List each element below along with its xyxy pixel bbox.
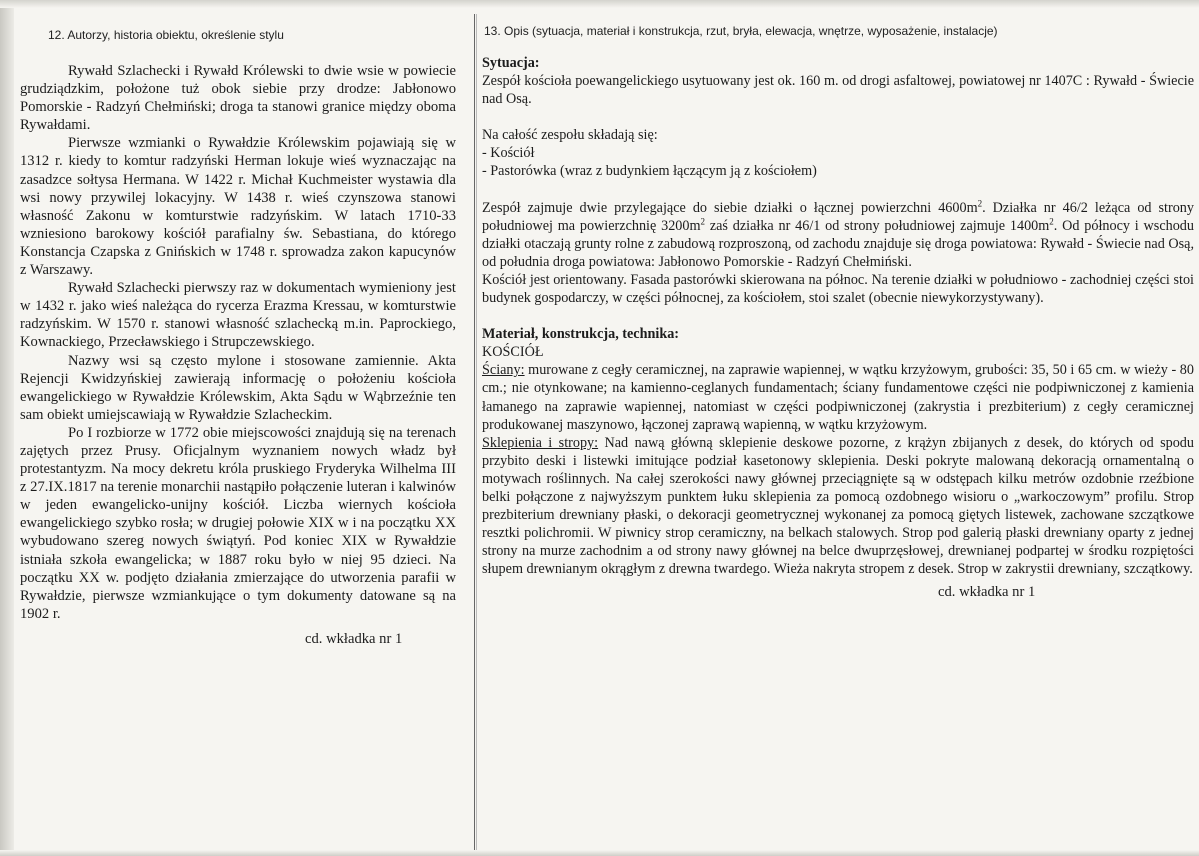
walls-text: murowane z cegły ceramicznej, na zaprawie wapiennej, w wątku krzyżowym, grubości: 35, 50 i 65 cm. w wieży - 80 cm.; nie otynkowane; na kamienno-ceglanych fundamentach; ściany fundamentowe części nie podpiwniczonej z kamienia łamanego na zaprawie wapiennej, natomiast w części podpiwniczonej (zakrystia i prezbiterium) z cegły ceramicznej produkowanej maszynowo, łączonej zaprawą wapienną, w wątku krzyżowym.	[482, 362, 1194, 433]
history-paragraph-1: Rywałd Szlachecki i Rywałd Królewski to dwie wsie w powiecie grudziądzkim, położone tuż obok siebie przy drodze: Jabłonowo Pomorskie - Radzyń Chełmiński; droga ta stanowi granice między oboma Rywałdami.	[20, 63, 456, 134]
plots-text-2: . Działka nr 46/2 leżąca od strony południowej ma powierzchnię 3200m	[482, 199, 1194, 234]
church-title: KOŚCIÓŁ	[482, 344, 544, 361]
history-paragraph-2: Pierwsze wzmianki o Rywałdzie Królewskim pojawiają się w 1312 r. kiedy to komtur radzyński Herman lokuje wieś wyznaczając na zasadzce sołtysa Hermana. W 1422 r. Michał Kuchmeister wystawia dla wsi nowy przywilej lokacyjny. W 1438 r. wieś czynszowa stanowi własność Zakonu w komturstwie radzyńskim. W latach 1710-33 wzniesiono barokowy kościół parafialny św. Sebastiana, do którego Konstancja Czapska z Gnińskich w 1748 r. sprowadza zakon kapucynów z Warszawy.	[20, 135, 456, 279]
components-intro: Na całość zespołu składają się:	[482, 127, 658, 144]
orientation-paragraph: Kościół jest orientowany. Fasada pastorówki skierowana na północ. Na terenie działki w południowo - zachodniej części stoi budynek gospodarczy, w części północnej, za kościołem, stoi szalet (obecnie niewykorzystywany).	[482, 271, 1194, 307]
scan-edge-top	[0, 0, 1199, 8]
plots-text-1: Zespół zajmuje dwie przylegające do siebie działki o łącznej powierzchni 4600m	[482, 199, 978, 216]
vaults-text: Nad nawą główną sklepienie deskowe pozorne, z krążyn zbijanych z desek, do których od spodu przybito deski i listewki imitujące podział kasetonowy sklepienia. Deski pokryte malowaną dekoracją ornamentalną o motywach roślinnych. Na całej szerokości nawy głównej przeciągnięte są w odstępach kilku metrów ozdobnie rzeźbione belki połączone z najwyższym punktem łuku sklepienia za pomocą ozdobnego wisioru o „warkoczowym” profilu. Strop prezbiterium drewniany płaski, o dekoracji geometrycznej wykonanej za pomocą giętych listewek, zachowane szczątkowe resztki polichromii. W piwnicy strop ceramiczny, na belkach stalowych. Strop pod galerią płaski drewniany oparty z jednej strony na murze zachodnim a od strony nawy głównej na belce dwuprzęsłowej, drewnianej podpartej w środku rozpiętości słupem drewnianym okrągłym z drewna twardego. Wieża nakryta stropem z desek. Strop w zakrystii drewniany, szczątkowy.	[482, 434, 1194, 578]
column-divider	[474, 14, 475, 850]
walls-paragraph	[482, 361, 1194, 433]
plots-paragraph	[482, 199, 1194, 271]
section-13-heading: 13. Opis (sytuacja, materiał i konstrukcja, rzut, bryła, elewacja, wnętrze, wyposażenie, instalacje)	[484, 24, 998, 38]
situation-text: Zespół kościoła poewangelickiego usytuowany jest ok. 160 m. od drogi asfaltowej, powiatowej nr 1407C : Rywałd - Świecie nad Osą.	[482, 73, 1194, 108]
superscript-2: 2	[700, 215, 706, 226]
section-12-heading: 12. Autorzy, historia obiektu, określenie stylu	[48, 28, 284, 42]
left-continuation-note: cd. wkładka nr 1	[305, 630, 403, 647]
scan-edge-left	[0, 0, 14, 856]
history-paragraph-3: Rywałd Szlachecki pierwszy raz w dokumentach wymieniony jest w 1432 r. jako wieś należąca do rycerza Erazma Kressau, w komturstwie radzyńskim. W 1570 r. stanowi własność szlachecką m.in. Paprockiego, Kownackiego, Przecławskiego i Strupczewskiego.	[20, 280, 456, 351]
history-paragraph-4: Nazwy wsi są często mylone i stosowane zamiennie. Akta Rejencji Kwidzyńskiej zawierają informację o położeniu kościoła ewangelickiego w Rywałdzie Królewskim, Akta Sądu w Wąbrzeźnie ten sam obiekt umiejscawiają w Rywałdzie Szlacheckim.	[20, 352, 456, 423]
superscript-2: 2	[977, 197, 983, 208]
superscript-2: 2	[1049, 215, 1054, 226]
history-paragraph-5: Po I rozbiorze w 1772 obie miejscowości znajdują się na terenach zajętych przez Prusy. Oficjalnym wyznaniem nowych władz był protestantyzm. Na mocy dekretu króla pruskiego Fryderyka Wilhelma III z 27.IX.1817 na terenie monarchii nastąpiło połączenie luteran i kalwinów w jeden ewangelicko-unijny kościół. Liczba wiernych kościoła ewangelickiego szybko rosła; w drugiej połowie XIX w i na początku XX wybudowano szereg nowych świątyń. Pod koniec XIX w Rywałdzie istniała szkoła ewangelicka; w 1887 roku było w niej 95 dzieci. Na początku XX w. podjęto działania zmierzające do utworzenia parafii w Rywałdzie, pierwsze wzmiankujące o tym dokumenty datowane są na 1902 r.	[20, 424, 456, 622]
column-divider-shadow	[476, 14, 477, 850]
vaults-label: Sklepienia i stropy:	[482, 434, 599, 451]
right-continuation-note: cd. wkładka nr 1	[938, 584, 1036, 601]
walls-label: Ściany:	[482, 362, 525, 379]
situation-title: Sytuacja:	[482, 55, 540, 71]
plots-text-4: . Od północy i wschodu działki otaczają grunty rolne z zabudową rozproszoną, od zachodu znajduje się droga powiatowa: Rywałd - Świecie nad Osą, od południa droga powiatowa: Jabłonowo Pomorskie - Radzyń Chełmiński.	[482, 217, 1194, 270]
vaults-paragraph	[482, 434, 1194, 579]
right-column	[482, 24, 1194, 601]
scan-edge-bottom	[0, 850, 1199, 856]
component-item-parsonage: - Pastorówka (wraz z budynkiem łączącym ją z kościołem)	[482, 163, 817, 180]
plots-text-3: zaś działka nr 46/1 od strony południowej zajmuje 1400m	[705, 217, 1050, 234]
left-column	[20, 28, 456, 648]
material-title: Materiał, konstrukcja, technika:	[482, 326, 680, 343]
component-item-church: - Kościół	[482, 145, 535, 162]
